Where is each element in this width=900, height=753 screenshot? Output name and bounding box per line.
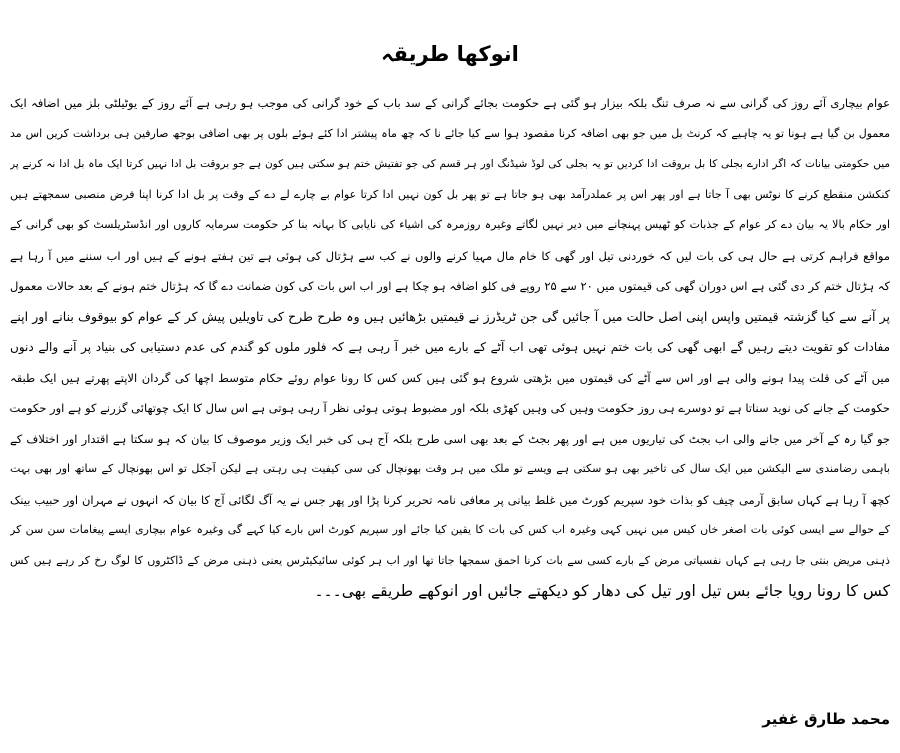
text-line: عوام بیچاری آئے روز کی گرانی سے نہ صرف تنگ بلکہ بیزار ہو گئی ہے حکومت بجائے گرانی کے سد باب کے خود گرانی کی موجب ہو رہی ہے آئے روز کے یوٹیلٹی بلز میں اضافہ ایک bbox=[10, 96, 890, 110]
text-line: مواقع فراہم کرتی ہے حال ہی کی بات لیں کہ خوردنی تیل اور گھی کا خام مال مہیا کرنے والوں نے کب سے ہڑتال کی ہوئی ہے تین ہفتے ہونے کے ہیں اور اب سننے میں آ رہا ہے bbox=[10, 248, 890, 263]
text-line: جو گیا رہ کے آخر میں جانے والی اب بجٹ کی تیاریوں میں ہے اور پھر بجٹ کے بعد بھی اسی طرح بلکہ آج ہی کی خبر ایک وزیر موصوف کا بیان کہ ہو سکتا ہے اقتدار اور اختلاف کے bbox=[10, 431, 890, 446]
text-line: کہ ہڑتال ختم کر دی گئی ہے اس دوران گھی کی قیمتوں میں ۲۰ سے ۲۵ روپے فی کلو اضافہ ہو چکا ہے اور اب اس بات کی کون ضمانت دے گا کہ ہڑتال ختم ہونے کے بعد حالات معمول bbox=[10, 279, 890, 293]
text-line: کس کا رونا رویا جائے بس تیل اور تیل کی دھار کو دیکھتے جائیں اور انوکھے طریقے بھی۔۔۔ bbox=[314, 582, 890, 600]
text-line: کنکشن منقطع کرنے کا نوٹس بھی آ جاتا ہے اور پھر اس پر عملدرآمد بھی ہو جاتا ہے تو پھر بل کون نہیں ادا کرتا عوام بے چارے لے دے کے وقت پر بل ادا کرنا اپنا فرض منصبی سمجھتے ہیں bbox=[10, 187, 890, 201]
text-line: اور حکام بالا یہ بیان دے کر عوام کے جذبات کو ٹھیس پہنچانے میں دیر نہیں لگاتے وغیرہ روزمرہ کی اشیاء کی نایابی کا بہانہ بنا کر حکومت سرمایہ کاروں اور انڈسٹریلسٹ کو بھی گرانی کے bbox=[10, 218, 890, 231]
text-line: حکومت کے جانے کی نوید سناتا ہے تو دوسرے ہی روز حکومت وہیں کی وہیں کھڑی بلکہ اور مضبوط ہوتی ہوئی نظر آ رہی ہوتی ہے اس سال کا ایک چوتھائی گزرنے کو ہے اور حکومت bbox=[10, 401, 890, 415]
document-title: انوکھا طریقہ bbox=[381, 42, 519, 66]
text-line: کچھ آ رہا ہے کہاں سابق آرمی چیف کو بذات خود سپریم کورٹ میں غلط بیانی پر معافی نامہ تحریر کرنا پڑا اور پھر جس نے یہ آگ لگائی آج کا بیان کہ انہوں نے مہران اور حبیب بینک bbox=[10, 492, 890, 507]
text-line: باہمی رضامندی سے الیکشن میں ایک سال کی تاخیر بھی ہو سکتی ہے ویسے تو ملک میں ہر وقت بھونچال کی سی کیفیت ہی رہتی ہے لیکن آجکل تو اس بھونچال کے ساتھ اور بھی بہت bbox=[10, 462, 890, 475]
article-body bbox=[10, 88, 890, 607]
author-signature: محمد طارق غفیر bbox=[762, 710, 890, 728]
text-line: میں آٹے کی قلت پیدا ہونے والی ہے اور اس سے آٹے کی قیمتوں میں بڑھتی شروع ہو گئی ہیں کس کس کا رونا عوام روئے حکام متوسط اچھا کی گردان الاپتے پھرتے ہیں ایک طبقہ bbox=[10, 370, 890, 385]
text-line: پر آنے سے کیا گزشتہ قیمتیں واپس اپنی اصل حالت میں آ جائیں گی جن ٹریڈرز نے قیمتیں بڑھائیں ہیں وہ طرح طرح کی تاویلیں پیش کر کے عوام کو بیوقوف بنانے اور اپنے bbox=[10, 308, 890, 324]
text-line: میں حکومتی بیانات کہ اگر ادارے بجلی کا بل بروقت ادا کردیں تو یہ بجلی کی لوڈ شیڈنگ اور ہر قسم کی جو تفتیش ختم ہو سکتی ہیں کون ہے جو بروقت بل ادا نہیں کرتا ایک ماہ بل ادا نہ کرنے پر bbox=[10, 158, 890, 170]
text-line: مفادات کو تقویت دیتے رہیں گے ابھی گھی کی بات ختم نہیں ہوئی تھی اب آٹے کے بارے میں خبر آ رہی ہے کہ فلور ملوں کو گندم کی عدم دستیابی کی بنیاد پر آنے والے دنوں bbox=[10, 340, 890, 354]
text-line: کے حوالے سے ایسی کوئی بات اصغر خاں کیس میں نہیں کہی وغیرہ اب کس کی بات کا یقین کیا جائے اور سپریم کورٹ اس بارے کیا کہے گی وغیرہ عوام بیچاری ایسے پیغامات سن سن کر bbox=[10, 523, 890, 536]
text-line: معمول بن گیا ہے ہونا تو یہ چاہیے کہ کرنٹ بل میں جو بھی اضافہ کرنا مقصود ہوا سے کیا جائے نا کہ چھ ماہ پیشتر ادا کئے ہوئے بلوں پر بھی اضافی بوجھ صارفین ہی برداشت کریں اس مد bbox=[10, 126, 890, 140]
text-line: ذہنی مریض بنتی جا رہی ہے کہاں نفسیاتی مرض کے بارے کسی سے بات کرنا احمق سمجھا جاتا تھا اور اب ہر کوئی سائیکیٹرس یعنی ذہنی مرض کے ڈاکٹروں کا لوگ رخ کر رہے ہیں کس bbox=[10, 553, 890, 567]
